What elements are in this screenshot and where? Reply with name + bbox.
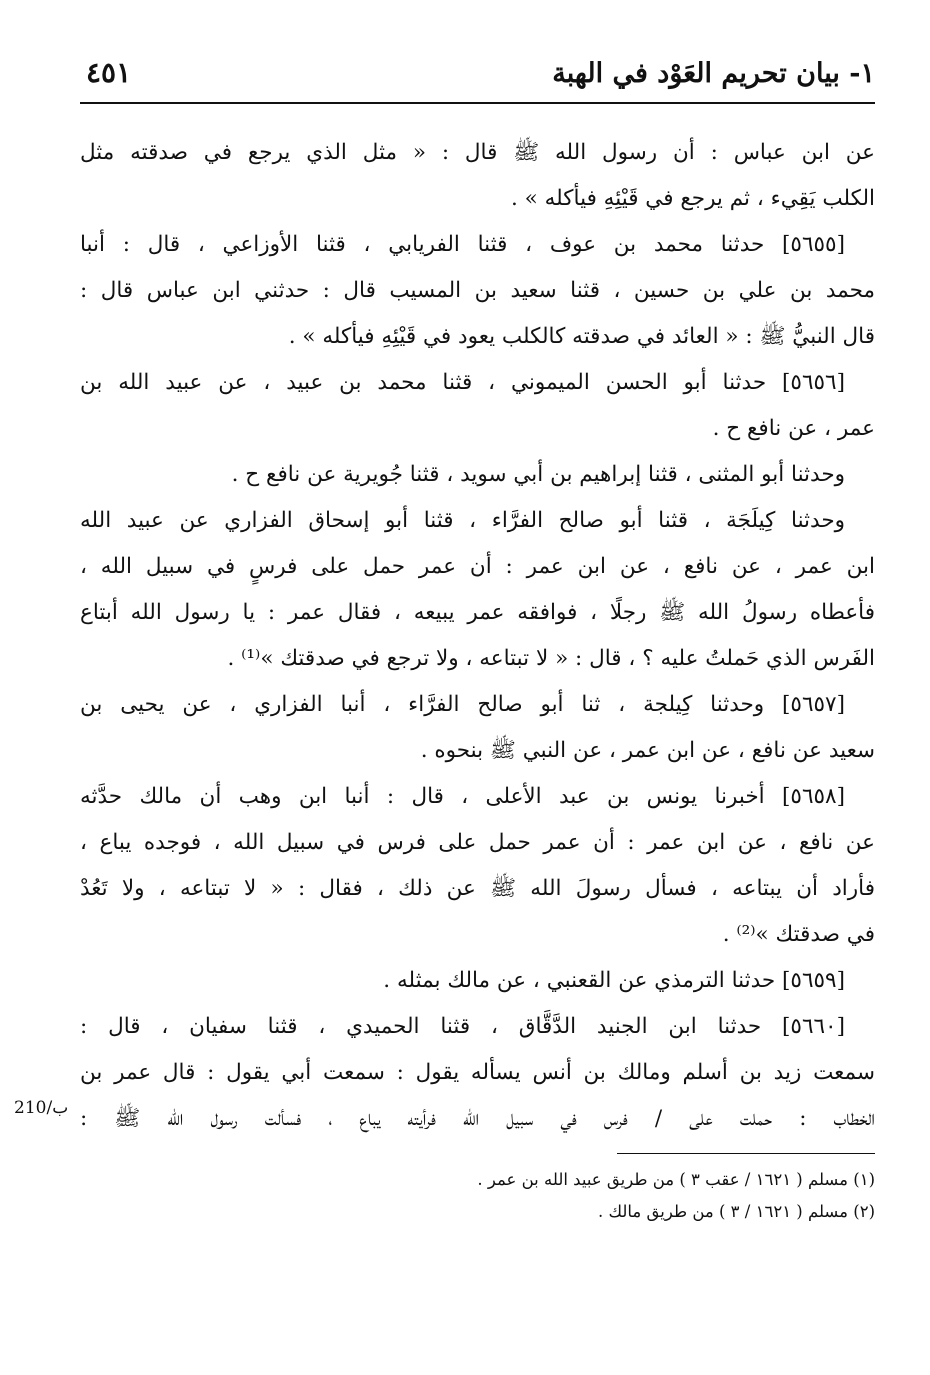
text-line: ابن عمر ، عن نافع ، عن ابن عمر : أن عمر حمل على فرسٍ في سبيل الله ، [80, 554, 875, 579]
text-line: فأعطاه رسولُ الله ﷺ رجلًا ، فوافقه عمر يبيعه ، فقال عمر : يا رسول الله أبتاع [80, 600, 875, 625]
page-header [80, 52, 875, 104]
text-line: وحدثنا كِيلَجَة ، قثنا أبو صالح الفرَّاء ، قثنا أبو إسحاق الفزاري عن عبيد الله [80, 508, 845, 533]
text-line: الخطاب : حملت على / فرس في سبيل الله فرأيته يباع ، فسألت رسول الله ﷺ : [80, 1106, 875, 1131]
text-line: [٥٦٥٧] وحدثنا كِيلجة ، ثنا أبو صالح الفرَّاء ، أنبا الفزاري ، عن يحيى بن [80, 692, 845, 717]
main-text [80, 130, 875, 1142]
text-line: الكلب يَقِيء ، ثم يرجع في قَيْئِهِ فيأكله » . [511, 186, 875, 211]
text-line: الفَرس الذي حَملتُ عليه ؟ ، قال : « لا تبتاعه ، ولا ترجع في صدقتك »⁽¹⁾ . [227, 646, 875, 671]
text-line: عمر ، عن نافع ح . [712, 416, 875, 441]
footnotes [80, 1164, 875, 1228]
footnote: (١) مسلم ( ١٦٢١ / عقب ٣ ) من طريق عبيد الله بن عمر . [477, 1170, 875, 1189]
text-line: عن ابن عباس : أن رسول الله ﷺ قال : « مثل الذي يرجع في صدقته مثل [80, 140, 875, 165]
chapter-title: ١- بيان تحريم العَوْد في الهبة [552, 58, 875, 89]
footnote-divider [617, 1153, 875, 1154]
text-line: [٥٦٦٠] حدثنا ابن الجنيد الدَّقَّاق ، قثنا الحميدي ، قثنا سفيان ، قال : [80, 1014, 845, 1039]
text-line: [٥٦٥٦] حدثنا أبو الحسن الميموني ، قثنا محمد بن عبيد ، عن عبيد الله بن [80, 370, 845, 395]
manuscript-folio-note: 210/ب [14, 1098, 69, 1118]
text-line: في صدقتك »⁽²⁾ . [722, 922, 875, 947]
text-line: سمعت زيد بن أسلم ومالك بن أنس يسأله يقول : سمعت أبي يقول : قال عمر بن [80, 1060, 875, 1085]
text-line: سعيد عن نافع ، عن ابن عمر ، عن النبي ﷺ بنحوه . [420, 738, 875, 763]
footnote: (٢) مسلم ( ١٦٢١ / ٣ ) من طريق مالك . [597, 1202, 875, 1221]
text-line: عن نافع ، عن ابن عمر : أن عمر حمل على فرس في سبيل الله ، فوجده يباع ، [80, 830, 875, 855]
text-line: محمد بن علي بن حسين ، قثنا سعيد بن المسيب قال : حدثني ابن عباس قال : [80, 278, 875, 303]
page-number: ٤٥١ [86, 56, 132, 89]
text-line: [٥٦٥٨] أخبرنا يونس بن عبد الأعلى ، قال : أنبا ابن وهب أن مالك حدَّثه [80, 784, 845, 809]
text-line: [٥٦٥٩] حدثنا الترمذي عن القعنبي ، عن مالك بمثله . [383, 968, 845, 993]
text-line: فأراد أن يبتاعه ، فسأل رسولَ الله ﷺ عن ذلك ، فقال : « لا تبتاعه ، ولا تَعُدْ [80, 876, 875, 901]
text-line: [٥٦٥٥] حدثنا محمد بن عوف ، قثنا الفريابي ، قثنا الأوزاعي ، قال : أنبا [80, 232, 845, 257]
text-line: وحدثنا أبو المثنى ، قثنا إبراهيم بن أبي سويد ، قثنا جُويرية عن نافع ح . [231, 462, 845, 487]
text-line: قال النبيُّ ﷺ : « العائد في صدقته كالكلب يعود في قَيْئِهِ فيأكله » . [288, 324, 875, 349]
